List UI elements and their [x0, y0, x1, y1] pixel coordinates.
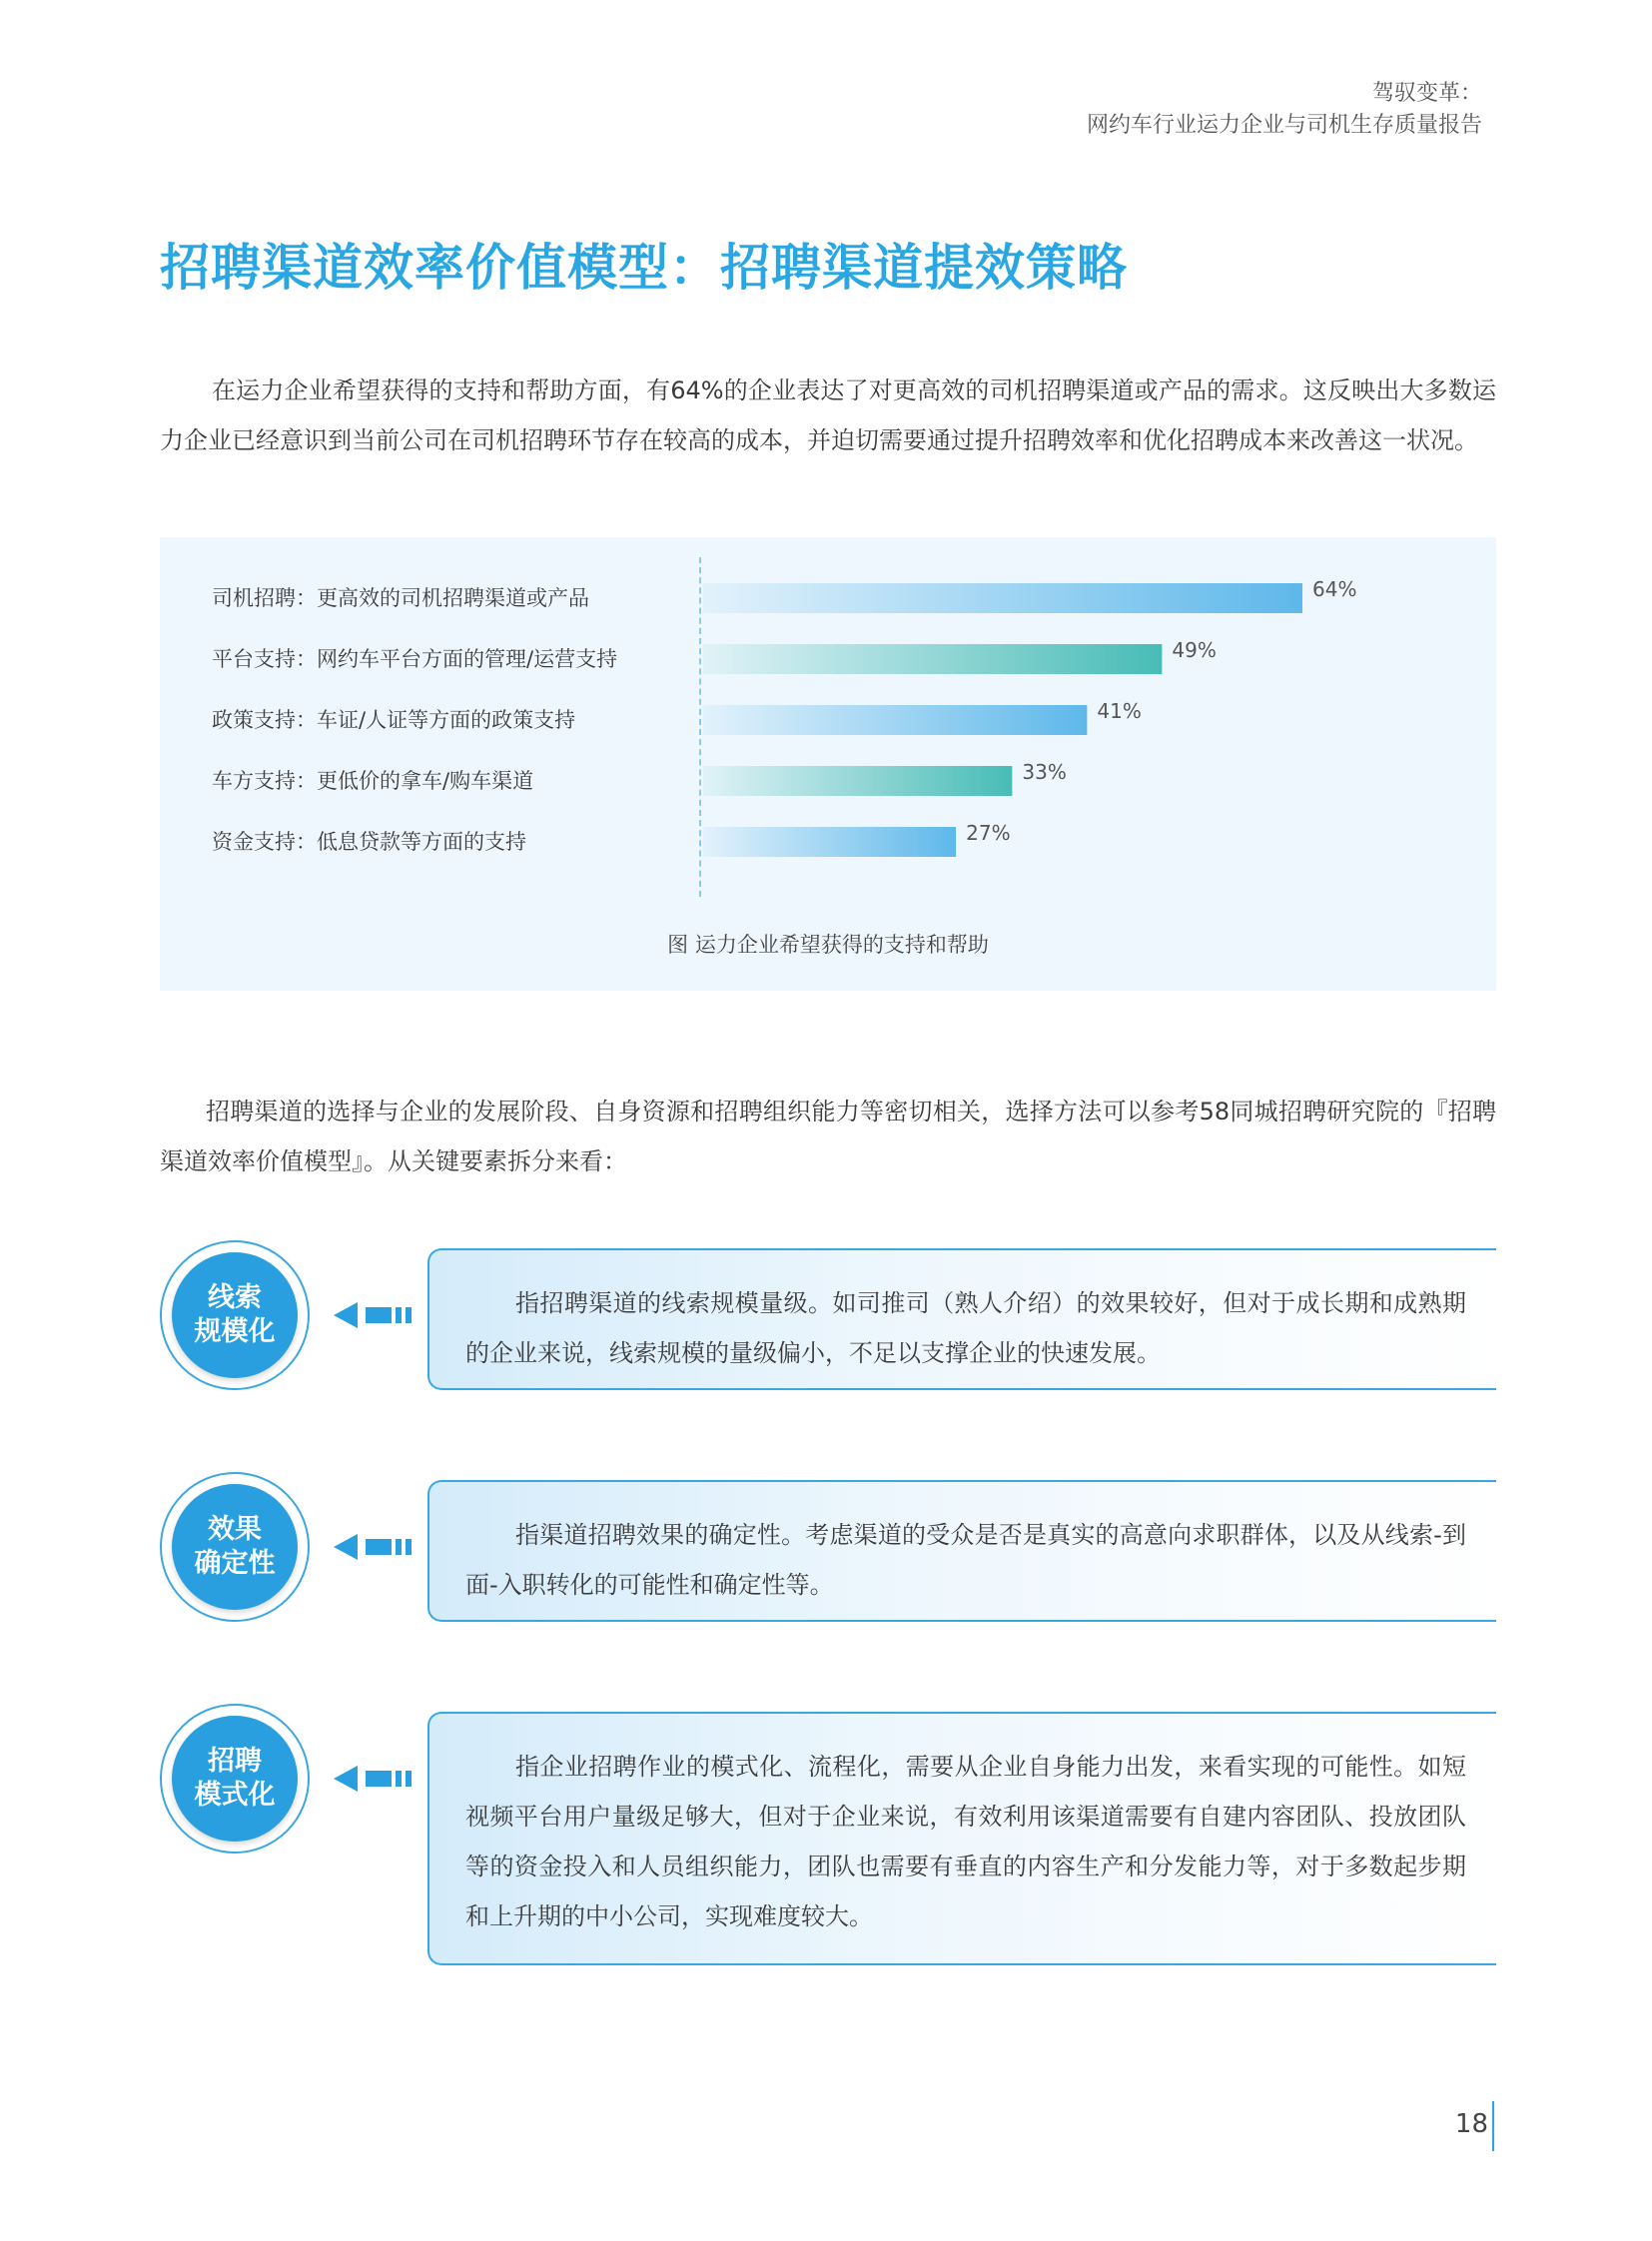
report-header-line2: 网约车行业运力企业与司机生存质量报告	[1086, 113, 1482, 138]
bar	[703, 827, 956, 857]
element-label-3: 招聘 模式化	[194, 1746, 276, 1811]
element-card-1	[427, 1248, 1496, 1390]
category-label: 车方支持：更低价的拿车/购车渠道	[212, 769, 534, 793]
category-label: 政策支持：车证/人证等方面的政策支持	[212, 708, 576, 732]
element-card-3	[427, 1712, 1496, 1965]
element-label-1: 线索 规模化	[194, 1282, 276, 1347]
bar	[703, 583, 1302, 613]
element-circle-2	[160, 1472, 310, 1622]
bar-chart	[160, 537, 1496, 907]
element-circle-1	[160, 1240, 310, 1390]
element-circle-2-fill	[172, 1484, 298, 1610]
chart-caption: 图 运力企业希望获得的支持和帮助	[667, 933, 989, 957]
second-paragraph: 招聘渠道的选择与企业的发展阶段、自身资源和招聘组织能力等密切相关，选择方法可以参考58同城招聘研究院的『招聘渠道效率价值模型』。从关键要素拆分来看：	[160, 1098, 1496, 1175]
report-header-line1: 驾驭变革：	[1371, 81, 1482, 106]
element-circle-3-fill	[172, 1716, 298, 1842]
value-label: 41%	[1097, 699, 1142, 723]
element-label-2: 效果 确定性	[194, 1514, 276, 1579]
report-header	[1087, 78, 1482, 142]
category-label: 平台支持：网约车平台方面的管理/运营支持	[212, 647, 618, 671]
category-label: 司机招聘：更高效的司机招聘渠道或产品	[212, 586, 589, 610]
element-description-1: 指招聘渠道的线索规模量级。如司推司（熟人介绍）的效果较好，但对于成长期和成熟期的企业来说，线索规模的量级偏小，不足以支撑企业的快速发展。	[465, 1289, 1466, 1367]
arrow-pointer-icon	[334, 1300, 413, 1330]
value-label: 49%	[1172, 638, 1217, 662]
category-label: 资金支持：低息贷款等方面的支持	[212, 830, 526, 854]
element-description-2: 指渠道招聘效果的确定性。考虑渠道的受众是否是真实的高意向求职群体，以及从线索-到面-入职转化的可能性和确定性等。	[465, 1521, 1466, 1599]
element-description-3: 指企业招聘作业的模式化、流程化，需要从企业自身能力出发，来看实现的可能性。如短视频平台用户量级足够大，但对于企业来说，有效利用该渠道需要有自建内容团队、投放团队等的资金投入和人员组织能力，团队也需要有垂直的内容生产和分发能力等，对于多数起步期和上升期的中小公司，实现难度较大。	[465, 1753, 1466, 1930]
element-card-2	[427, 1480, 1496, 1622]
value-label: 33%	[1022, 760, 1067, 784]
bar	[703, 644, 1162, 674]
page-title: 招聘渠道效率价值模型：招聘渠道提效策略	[160, 239, 1128, 297]
element-circle-3	[160, 1704, 310, 1854]
chart-panel	[160, 537, 1496, 991]
element-circle-1-fill	[172, 1252, 298, 1378]
bar	[703, 766, 1012, 796]
page-number: 18	[1454, 2109, 1488, 2139]
value-label: 27%	[966, 821, 1011, 845]
bar	[703, 705, 1087, 735]
page-number-rule	[1492, 2101, 1494, 2151]
value-label: 64%	[1312, 577, 1357, 601]
arrow-pointer-icon	[334, 1764, 413, 1794]
intro-paragraph: 在运力企业希望获得的支持和帮助方面，有64%的企业表达了对更高效的司机招聘渠道或产品的需求。这反映出大多数运力企业已经意识到当前公司在司机招聘环节存在较高的成本，并迫切需要通过提升招聘效率和优化招聘成本来改善这一状况。	[160, 376, 1496, 454]
arrow-pointer-icon	[334, 1532, 413, 1562]
